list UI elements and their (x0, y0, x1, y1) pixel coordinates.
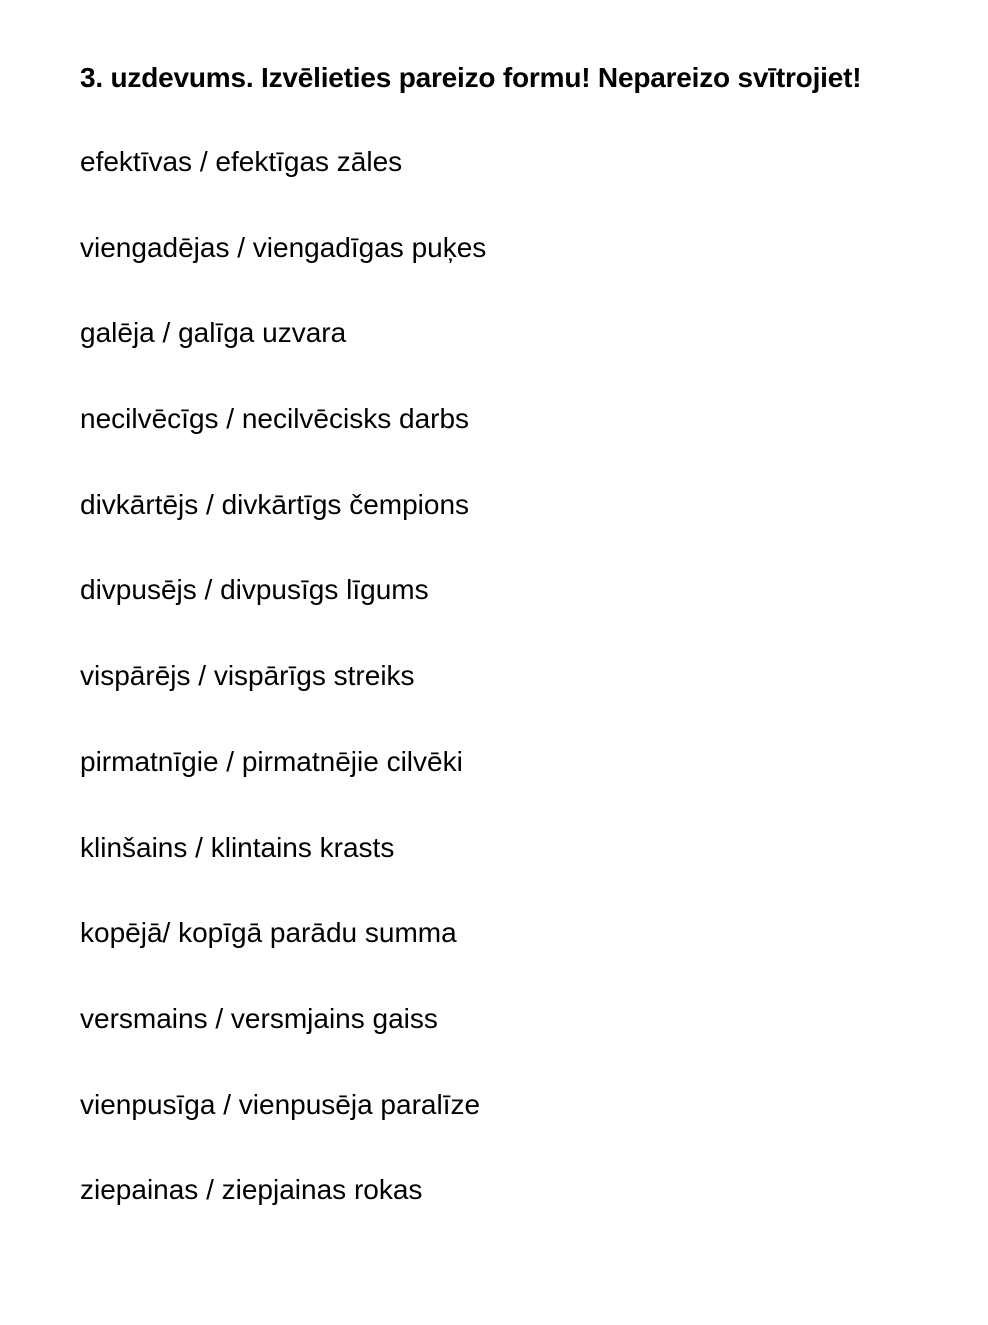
exercise-item: ziepainas / ziepjainas rokas (80, 1174, 423, 1206)
exercise-item: versmains / versmjains gaiss (80, 1002, 438, 1034)
exercise-title: 3. uzdevums. Izvēlieties pareizo formu! Nepareizo svītrojiet! (80, 62, 862, 93)
exercise-list (80, 141, 486, 1255)
exercise-item: kopējā/ kopīgā parādu summa (80, 917, 457, 949)
exercise-item: vienpusīga / vienpusēja paralīze (80, 1088, 481, 1120)
exercise-item: klinšains / klintains krasts (80, 831, 395, 863)
exercise-item: divkārtējs / divkārtīgs čempions (80, 488, 470, 520)
exercise-item: divpusējs / divpusīgs līgums (80, 574, 429, 606)
exercise-item: vispārējs / vispārīgs streiks (80, 660, 415, 692)
exercise-item: pirmatnīgie / pirmatnējie cilvēki (80, 745, 463, 777)
exercise-item: viengadējas / viengadīgas puķes (80, 231, 487, 263)
exercise-item: necilvēcīgs / necilvēcisks darbs (80, 403, 470, 435)
exercise-item: efektīvas / efektīgas zāles (80, 146, 403, 177)
exercise-item: galēja / galīga uzvara (80, 317, 347, 349)
